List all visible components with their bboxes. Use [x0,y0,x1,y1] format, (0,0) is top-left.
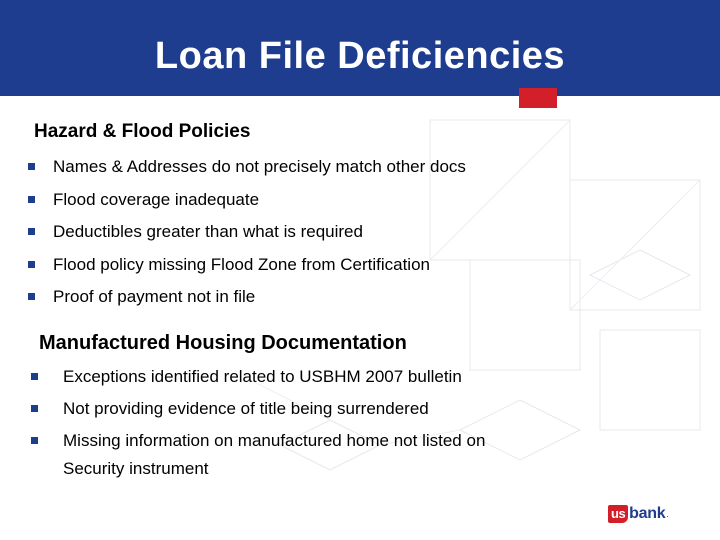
square-bullet-icon [28,163,35,170]
list-item [28,284,466,317]
square-bullet-icon [28,261,35,268]
square-bullet-icon [28,196,35,203]
bullet-text: Missing information on manufactured home not listed on [63,431,486,450]
bullet-continuation-text: Security instrument [63,459,209,478]
square-bullet-icon [28,293,35,300]
slide-title: Loan File Deficiencies [154,35,566,77]
list-item [28,219,466,252]
logo-dot: . [666,509,669,519]
square-bullet-icon [31,437,38,444]
bullet-text: Deductibles greater than what is required [53,222,363,241]
red-accent-tab [519,88,557,108]
bullet-text: Proof of payment not in file [53,287,256,306]
square-bullet-icon [31,373,38,380]
hazard-flood-bullet-list [28,154,466,317]
logo-us-mark: us [608,505,628,523]
section-heading-manufactured-housing: Manufactured Housing Documentation [39,332,407,354]
section-heading-hazard-flood: Hazard & Flood Policies [34,121,251,142]
usbank-logo [608,503,669,525]
list-item [28,154,466,187]
square-bullet-icon [28,228,35,235]
bullet-text: Flood coverage inadequate [53,189,260,209]
bullet-text: Not providing evidence of title being surrendered [63,399,429,418]
bullet-text: Names & Addresses do not precisely match other docs [53,157,466,176]
list-item [28,252,466,285]
logo-bank-wordmark: bank [629,505,666,522]
square-bullet-icon [31,405,38,412]
list-item [28,187,466,220]
bullet-text: Exceptions identified related to USBHM 2007 bulletin [63,367,462,386]
bullet-text: Flood policy missing Flood Zone from Certification [53,254,430,274]
title-bar [0,0,720,96]
manufactured-housing-bullet-list [28,364,485,460]
list-item [28,364,485,396]
list-item [28,396,485,428]
